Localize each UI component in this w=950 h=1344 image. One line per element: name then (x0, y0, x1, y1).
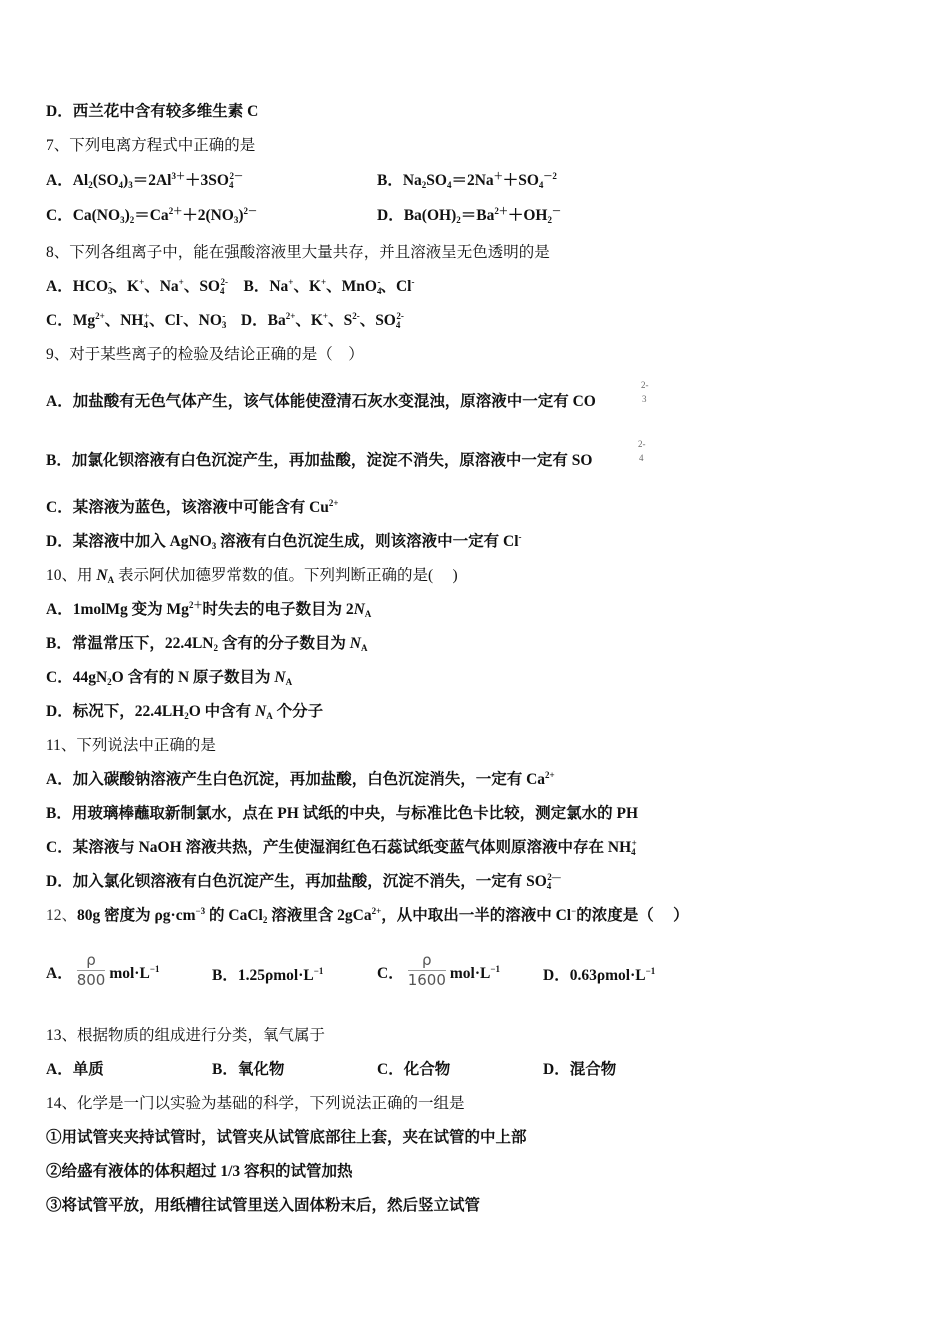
option-label: D． (377, 207, 404, 224)
option-label: B． (243, 278, 270, 295)
q9-option-a (46, 392, 596, 412)
option-label: B． (377, 172, 403, 189)
option-text: 加氯化钡溶液有白色沉淀产生，再加盐酸，淀淀不消失，原溶液中一定有 SO (71, 452, 593, 469)
option-label: C． (46, 669, 73, 686)
fraction-denominator: 1600 (407, 971, 446, 989)
q8-stem: 8、下列各组离子中，能在强酸溶液里大量共存，并且溶液呈无色透明的是 (46, 244, 550, 261)
option-label: A． (46, 965, 73, 983)
q14-statement-1: ①用试管夹夹持试管时，试管夹从试管底部往上套，夹在试管的中上部 (46, 1129, 527, 1146)
option-label: A． (46, 278, 73, 295)
q12-option-b: B．$1.25\rho mol\cdot L^{-1}$ (212, 966, 324, 984)
q13-option-c (377, 1060, 450, 1080)
q8-options-cd: C．$Mg^{2+}$、$NH_4^+$、Cl-、$NO_3^-$ D．$Ba^{2+}$、K+、$S^{2-}$、$SO_4^{2-}$ (46, 311, 404, 330)
fraction-denominator: 800 (76, 971, 106, 989)
q12-option-c: C． $\frac{\rho}{1600}$ $mol\cdot L^{-1}$ (377, 951, 501, 989)
q6-option-d (46, 102, 258, 122)
q9-option-b (46, 451, 592, 471)
fraction-numerator: ρ (77, 952, 106, 971)
option-text: 用玻璃棒蘸取新制氯水，点在 PH 试纸的中央，与标准比色卡比较，测定氯水的 PH (71, 805, 639, 822)
option-label: A． (46, 393, 73, 410)
q9-b-subscript: 4 (639, 453, 644, 463)
q13-option-a (46, 1060, 104, 1080)
option-label: D． (46, 103, 73, 120)
option-label: B． (46, 635, 72, 652)
q11-option-b (46, 804, 638, 824)
q9-stem: 9、对于某些离子的检验及结论正确的是（ ） (46, 346, 364, 363)
q9-a-charge: 2- (641, 380, 649, 390)
option-label: D． (46, 703, 73, 720)
option-label: A． (46, 1061, 73, 1078)
option-label: A． (46, 601, 73, 618)
q10-option-b: B．常温常压下，$22.4LN_2$ 含有的分子数目为 $N_A$ (46, 635, 368, 653)
option-text: 氧化物 (237, 1061, 285, 1078)
q14-statement-3: ③将试管平放，用纸槽往试管里送入固体粉末后，然后竖立试管 (46, 1197, 481, 1214)
q13-stem: 13、根据物质的组成进行分类，氧气属于 (46, 1027, 326, 1044)
option-label: C． (46, 207, 73, 224)
q14-statement-2: ②给盛有液体的体积超过 1/3 容积的试管加热 (46, 1163, 353, 1180)
q9-a-subscript: 3 (642, 394, 647, 404)
option-label: D． (46, 533, 73, 550)
option-text: 混合物 (569, 1061, 617, 1078)
q14-stem: 14、化学是一门以实验为基础的科学，下列说法正确的一组是 (46, 1095, 465, 1112)
q12-option-d: D．$0.63\rho mol\cdot L^{-1}$ (543, 966, 656, 984)
option-label: C． (377, 1061, 404, 1078)
q12-option-a: A． $\frac{\rho}{800}$ $mol\cdot L^{-1}$ (46, 951, 160, 989)
q11-option-d: D．加入氯化钡溶液有白色沉淀产生，再加盐酸，沉淀不消失，一定有 $SO_4^{2—}$ (46, 872, 561, 891)
q7-stem: 7、下列电离方程式中正确的是 (46, 137, 256, 154)
q8-options-ab: A．$HCO_3^-$、K+、Na+、$SO_4^{2-}$ B．Na+、K+、MnO$_4$-、Cl- (46, 277, 415, 296)
option-label: B． (212, 1061, 238, 1078)
q7-option-b: B．$Na_2SO_4=2Na^++SO_4^{-2}$ (377, 171, 557, 190)
option-text: 单质 (72, 1061, 104, 1078)
option-label: C． (377, 965, 404, 983)
option-label: C． (46, 839, 73, 856)
q10-option-a: A．1molMg 变为 $Mg^{2+}$时失去的电子数目为 $2N_A$ (46, 600, 372, 619)
q11-option-c: C．某溶液与 NaOH 溶液共热，产生使湿润红色石蕊试纸变蓝气体则原溶液中存在 $NH_4^+$ (46, 838, 637, 857)
option-label: A． (46, 771, 73, 788)
option-text: 化合物 (403, 1061, 451, 1078)
q7-option-a: A．$Al_2(SO_4)_3=2Al^{3+}+3SO_4^{2-}$ (46, 171, 243, 190)
option-label: B． (212, 967, 238, 984)
q7-option-d: D．$Ba(OH)_2=Ba^{2+}+OH_2^-$ (377, 206, 561, 225)
q9-b-charge: 2- (638, 439, 646, 449)
option-label: B． (46, 452, 72, 469)
fraction (408, 952, 446, 989)
option-label: A． (46, 172, 73, 189)
q11-option-a: A．加入碳酸钠溶液产生白色沉淀，再加盐酸，白色沉淀消失，一定有 $Ca^{2+}$ (46, 770, 555, 788)
q9-option-d: D．某溶液中加入 AgNO$_3$ 溶液有白色沉淀生成，则该溶液中一定有 Cl- (46, 532, 522, 551)
option-label: D． (543, 1061, 570, 1078)
option-label: D． (240, 312, 268, 329)
q7-option-c: C．$Ca(NO_3)_2=Ca^{2+}+2(NO_3)^{2-}$ (46, 206, 258, 225)
q13-option-d (543, 1060, 616, 1080)
q11-stem: 11、下列说法中正确的是 (46, 737, 216, 754)
q10-option-d: D．标况下，$22.4LH_2O$ 中含有 $N_A$ 个分子 (46, 703, 324, 721)
option-label: B． (46, 805, 72, 822)
q12-stem: 12、80g 密度为 $\rho g\cdot cm^{-3}$ 的 CaCl$_2$ 溶液里含 2gCa$^{2+}$，从中取出一半的溶液中 Cl−的浓度是（ ） (46, 906, 689, 925)
option-label: D． (46, 873, 73, 890)
option-label: C． (46, 499, 73, 516)
q10-stem: 10、用 $N_A$ 表示阿伏加德罗常数的值。下列判断正确的是( ) (46, 567, 458, 585)
option-label: D． (543, 967, 570, 984)
q13-option-b (212, 1060, 284, 1080)
q9-option-c: C．某溶液为蓝色，该溶液中可能含有 $Cu^{2+}$ (46, 498, 339, 516)
fraction (77, 952, 106, 989)
option-text: 西兰花中含有较多维生素 C (72, 103, 259, 120)
q10-option-c: C．$44gN_2O$ 含有的 N 原子数目为 $N_A$ (46, 669, 293, 687)
option-label: C． (46, 312, 73, 329)
fraction-numerator: ρ (408, 952, 446, 971)
option-text: 加盐酸有无色气体产生，该气体能使澄清石灰水变混浊，原溶液中一定有 CO (72, 393, 596, 410)
